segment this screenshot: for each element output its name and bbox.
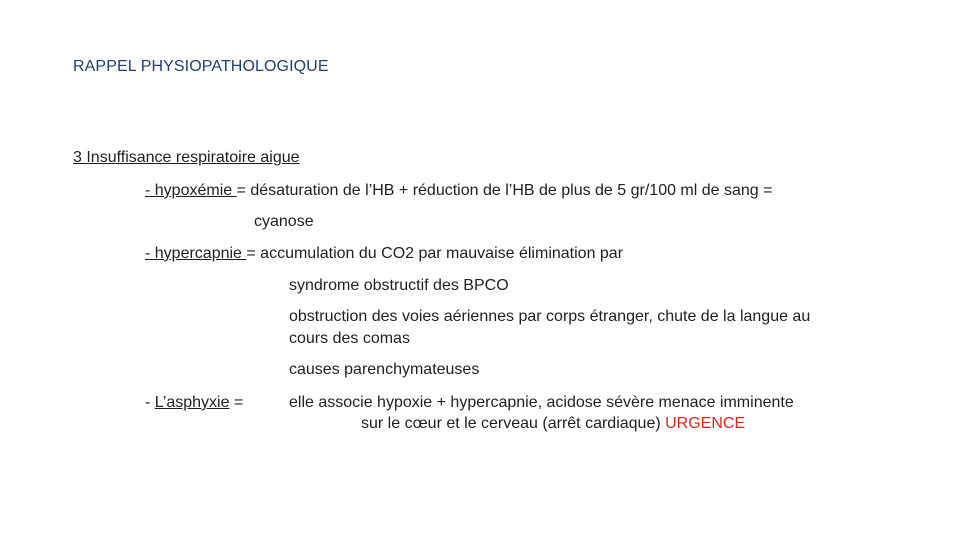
hypoxemie-term: - hypoxémie	[145, 182, 237, 199]
asphyxie-equals: =	[229, 394, 244, 411]
asphyxie-label	[145, 393, 243, 413]
hypercapnie-cause-obstruction-cont: cours des comas	[289, 330, 410, 347]
hypercapnie-cause-parenchymateuses: causes parenchymateuses	[289, 361, 480, 378]
asphyxie-line1: elle associe hypoxie + hypercapnie, acidose sévère menace imminente	[289, 394, 794, 411]
slide-title: RAPPEL PHYSIOPATHOLOGIQUE	[73, 58, 329, 75]
hypoxemie-continuation: cyanose	[254, 213, 314, 230]
hypercapnie-cause-obstruction: obstruction des voies aériennes par corps étranger, chute de la langue au	[289, 308, 811, 325]
hypercapnie-line	[145, 244, 623, 264]
asphyxie-line2-text: sur le cœur et le cerveau (arrêt cardiaque)	[361, 415, 666, 432]
hypoxemie-line	[145, 181, 772, 201]
urgence-label: URGENCE	[665, 415, 746, 432]
hypercapnie-cause-bpco: syndrome obstructif des BPCO	[289, 277, 509, 294]
asphyxie-prefix: -	[145, 394, 155, 411]
section-heading: 3 Insuffisance respiratoire aigue	[73, 149, 300, 166]
hypercapnie-definition: = accumulation du CO2 par mauvaise élimination par	[246, 245, 624, 262]
asphyxie-term: L’asphyxie	[154, 394, 230, 411]
hypoxemie-definition: = désaturation de l’HB + réduction de l’HB de plus de 5 gr/100 ml de sang =	[236, 182, 773, 199]
hypercapnie-term: - hypercapnie	[145, 245, 247, 262]
asphyxie-line2	[361, 414, 745, 434]
